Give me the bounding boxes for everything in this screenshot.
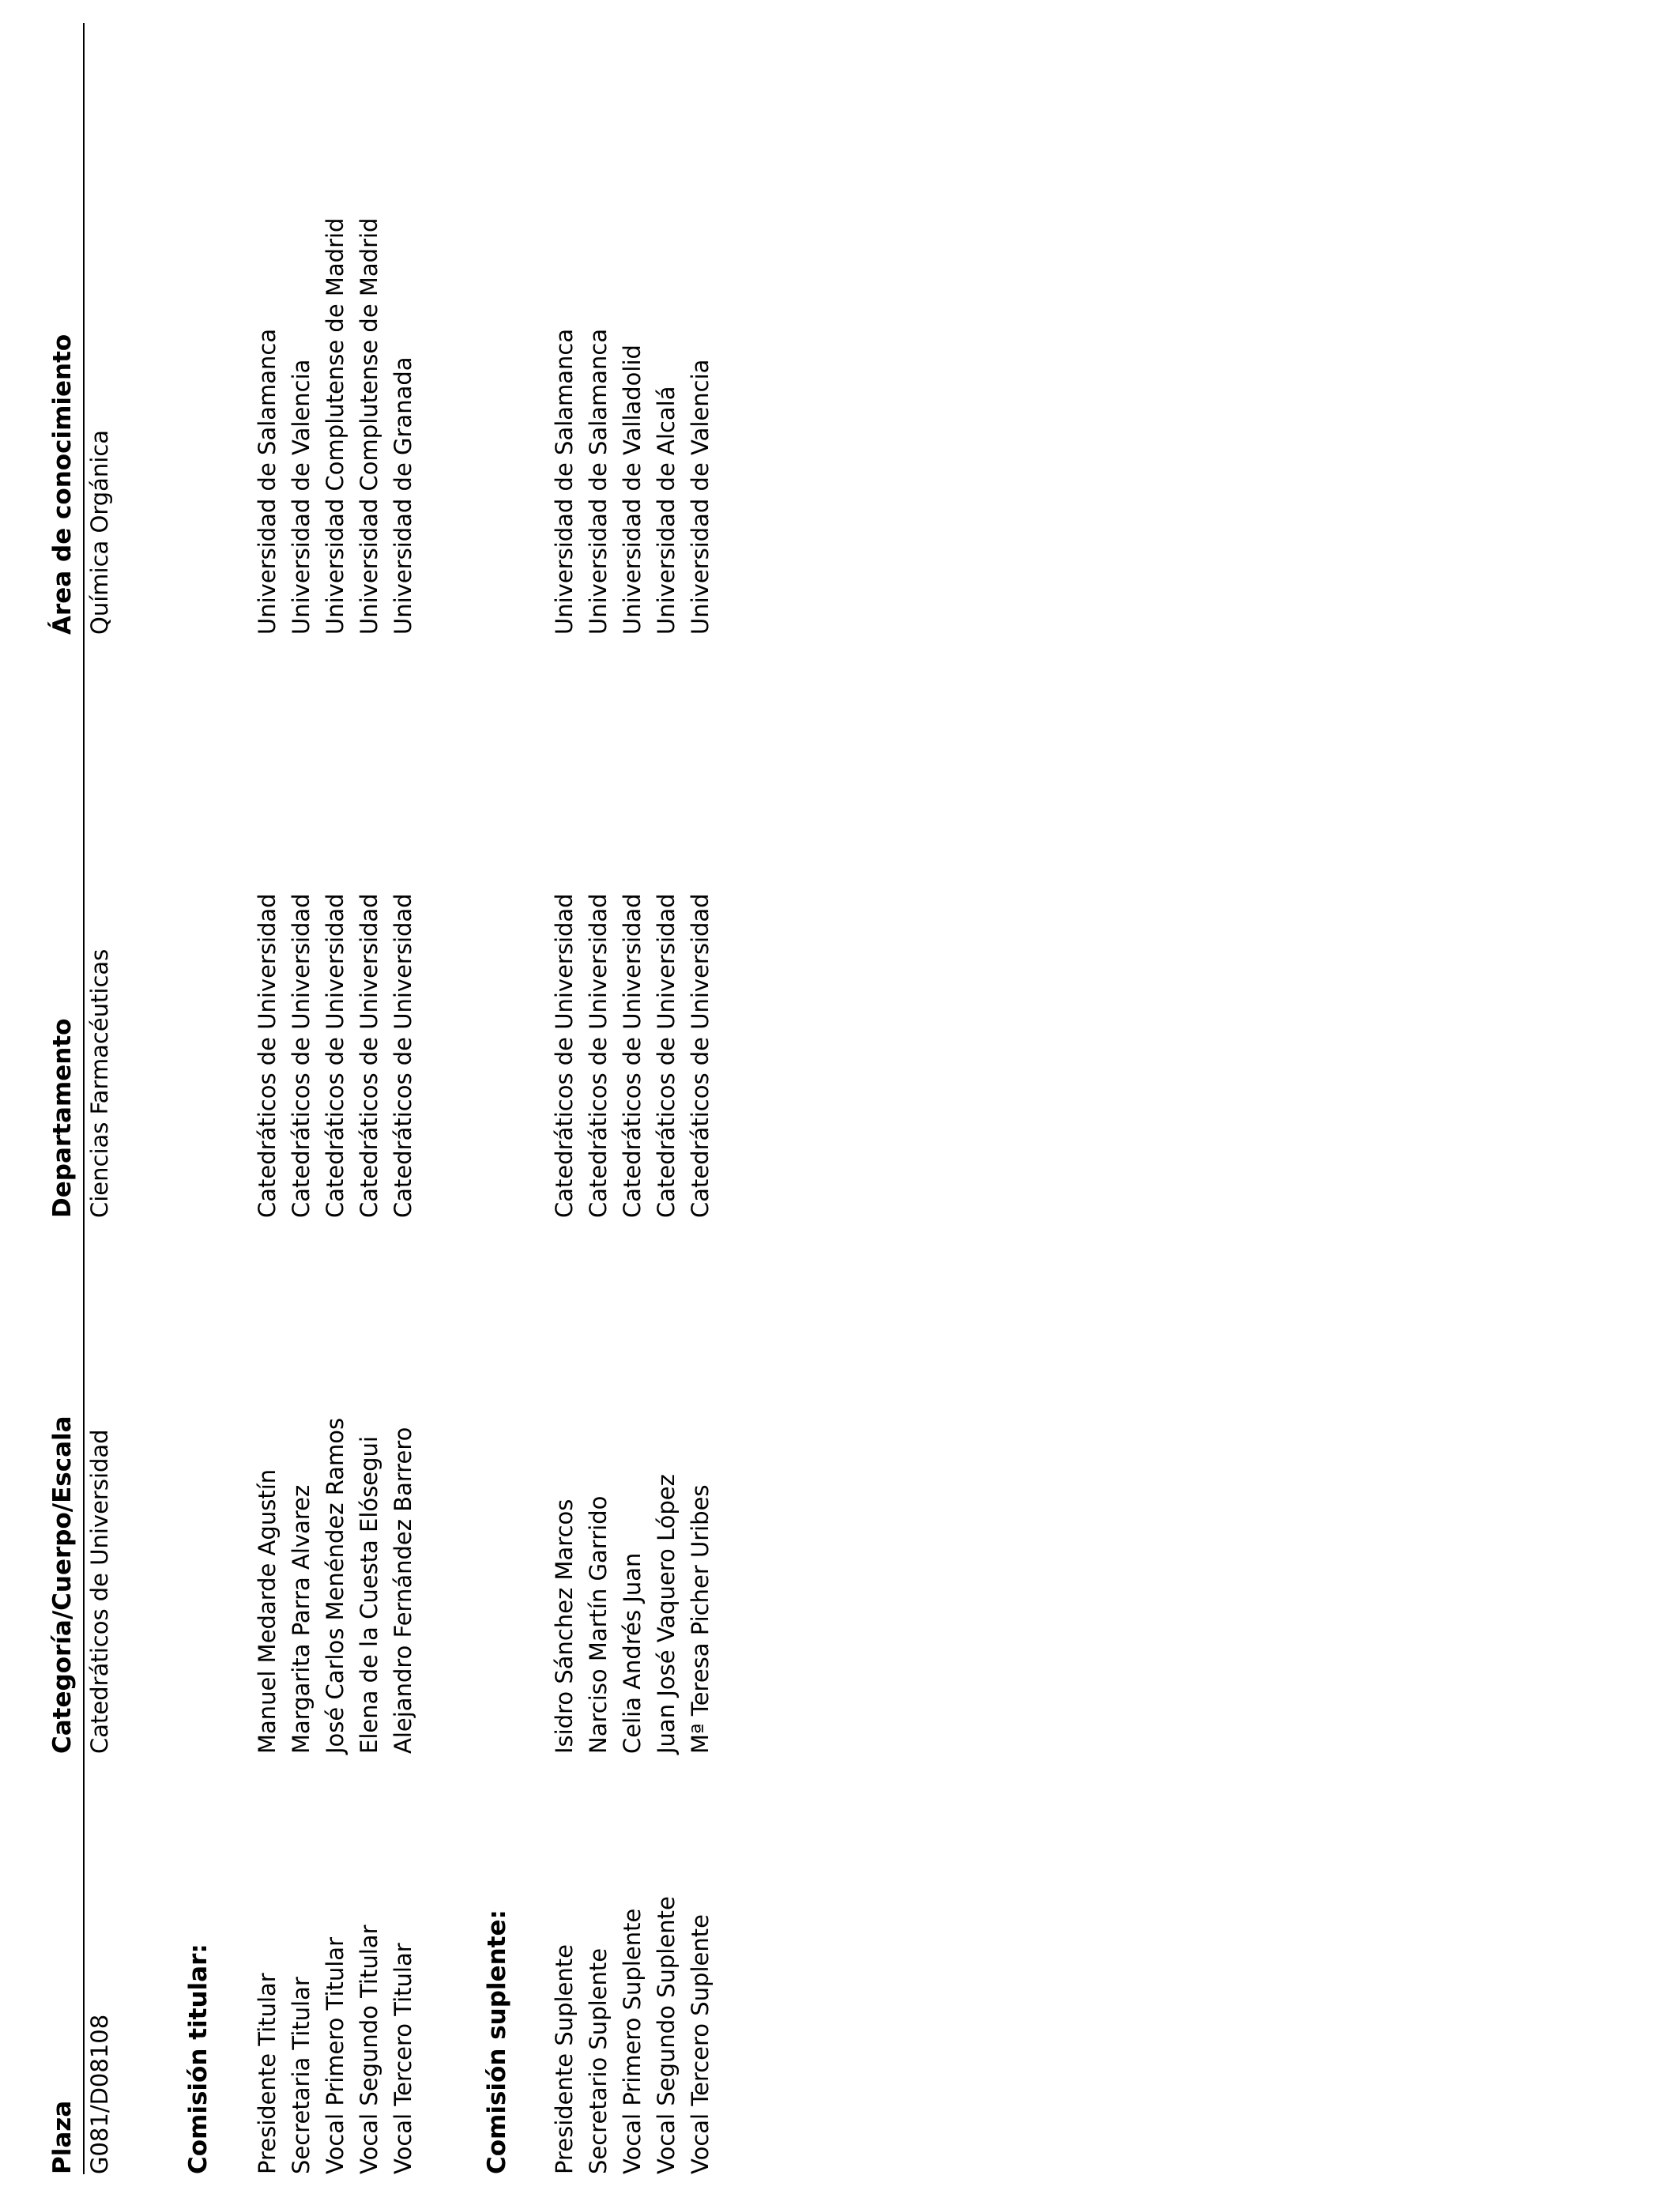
header-area: Área de conocimiento — [48, 334, 77, 635]
member-category: Catedráticos de Universidad — [356, 893, 382, 1218]
member-name: Elena de la Cuesta Elósegui — [356, 1436, 382, 1754]
header-departamento: Departamento — [48, 1018, 77, 1218]
member-name: Margarita Parra Alvarez — [288, 1484, 315, 1754]
member-category: Catedráticos de Universidad — [619, 893, 646, 1218]
header-plaza: Plaza — [48, 2100, 77, 2174]
plaza-categoria: Catedráticos de Universidad — [86, 1429, 113, 1754]
plaza-departamento: Ciencias Farmacéuticas — [86, 948, 113, 1218]
member-university: Universidad de Valencia — [288, 359, 315, 635]
member-role: Presidente Titular — [254, 1973, 281, 2174]
member-category: Catedráticos de Universidad — [288, 893, 315, 1218]
member-name: Isidro Sánchez Marcos — [551, 1498, 578, 1754]
member-category: Catedráticos de Universidad — [585, 893, 612, 1218]
member-role: Presidente Suplente — [551, 1943, 578, 2174]
suplente-heading: Comisión suplente: — [483, 1909, 511, 2174]
member-university: Universidad de Valladolid — [619, 345, 646, 635]
member-role: Vocal Tercero Titular — [390, 1943, 416, 2174]
header-underline — [83, 23, 85, 2174]
member-university: Universidad de Salamanca — [551, 328, 578, 635]
member-name: José Carlos Menéndez Ramos — [322, 1417, 348, 1754]
member-name: Juan José Vaquero López — [653, 1474, 680, 1754]
member-category: Catedráticos de Universidad — [687, 893, 714, 1218]
member-university: Universidad de Alcalá — [653, 386, 680, 635]
member-university: Universidad de Valencia — [687, 359, 714, 635]
member-category: Catedráticos de Universidad — [254, 893, 281, 1218]
member-name: Narciso Martín Garrido — [585, 1495, 612, 1754]
member-role: Vocal Tercero Suplente — [687, 1914, 714, 2174]
plaza-area: Química Orgánica — [86, 429, 113, 635]
member-category: Catedráticos de Universidad — [390, 893, 416, 1218]
member-university: Universidad Complutense de Madrid — [356, 217, 382, 635]
member-category: Catedráticos de Universidad — [322, 893, 348, 1218]
titular-heading: Comisión titular: — [184, 1943, 213, 2174]
member-name: Celia Andrés Juan — [619, 1552, 646, 1754]
member-university: Universidad de Salamanca — [254, 328, 281, 635]
member-role: Vocal Segundo Titular — [356, 1924, 382, 2174]
member-role: Secretaria Titular — [288, 1977, 315, 2174]
member-name: Alejandro Fernández Barrero — [390, 1427, 416, 1754]
member-name: Mª Teresa Picher Uribes — [687, 1484, 714, 1754]
member-role: Vocal Primero Titular — [322, 1937, 348, 2174]
member-role: Vocal Segundo Suplente — [653, 1896, 680, 2174]
member-category: Catedráticos de Universidad — [653, 893, 680, 1218]
member-university: Universidad de Granada — [390, 356, 416, 635]
member-role: Secretario Suplente — [585, 1947, 612, 2174]
member-university: Universidad Complutense de Madrid — [322, 217, 348, 635]
member-role: Vocal Primero Suplente — [619, 1908, 646, 2174]
plaza-code: G081/D08108 — [86, 2014, 113, 2174]
member-name: Manuel Medarde Agustín — [254, 1468, 281, 1754]
member-university: Universidad de Salamanca — [585, 328, 612, 635]
member-category: Catedráticos de Universidad — [551, 893, 578, 1218]
header-categoria: Categoría/Cuerpo/Escala — [48, 1416, 77, 1754]
